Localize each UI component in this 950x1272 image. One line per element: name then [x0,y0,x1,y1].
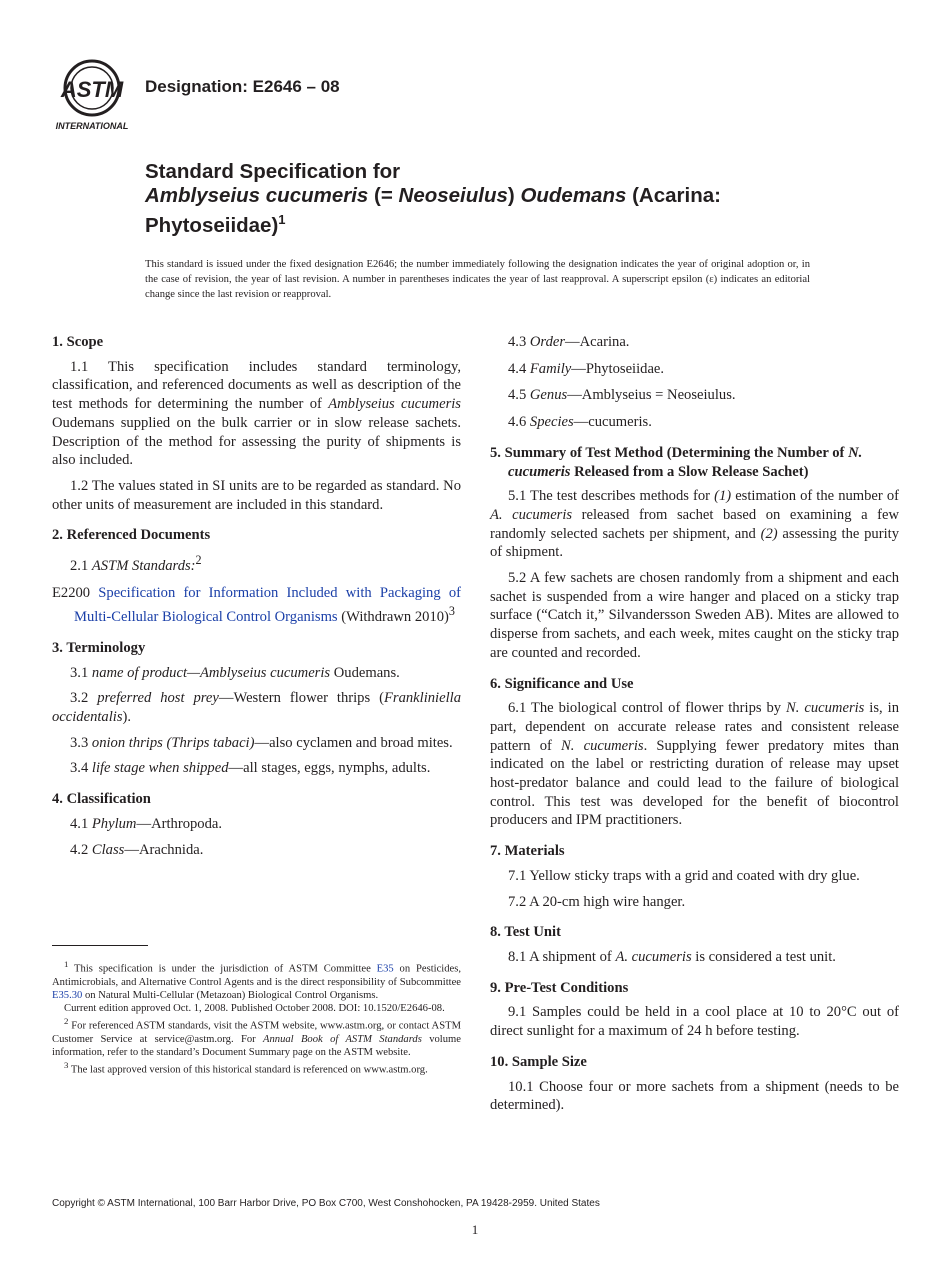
paragraph-1-1: 1.1 This specification includes standard terminology, classification, and referenced documents as well as description of the test methods for determining the number of Amblyseius cucumeris Oudemans supplied on the bulk carrier or in slow release sachets. Description of the method for assessing the purity of shipments is also included. [52,358,461,469]
footnote-divider [52,945,148,946]
designation: Designation: E2646 – 08 [145,77,340,96]
footnote-link-e35[interactable]: E35 [376,963,394,975]
logo-text-bottom: INTERNATIONAL [55,121,129,131]
title-paren-open: (= [368,184,399,207]
title-author: Oudemans [520,184,627,207]
term-3-4: 3.4 life stage when shipped—all stages, eggs, nymphs, adults. [70,760,431,777]
title-line2 [145,184,845,238]
footnote-1-edition: Current edition approved Oct. 1, 2008. Published October 2008. DOI: 10.1520/E2646-08. [64,1003,445,1015]
title-genus: Amblyseius cucumeris [145,184,369,207]
classification-item: 4.2 Class—Arachnida. [70,842,204,859]
title-line1: Standard Specification for [145,160,401,183]
paragraph-2-1: 2.1 ASTM Standards:$^2$ [70,553,202,574]
title-footnote-ref: 1 [278,212,286,227]
copyright-footer: Copyright © ASTM International, 100 Barr Harbor Drive, PO Box C700, West Conshohocken, PA 19428-2959. United States [52,1198,600,1209]
reference-link-e2200[interactable]: Specification for Information Included with Packaging of Multi-Cellular Biological Control Organisms [74,584,461,626]
term-3-2: 3.2 preferred host prey—Western flower thrips (Frankliniella occidentalis). [52,690,461,725]
footnote-link-e35-30[interactable]: E35.30 [52,989,83,1001]
paragraph-6-1: 6.1 The biological control of flower thrips by N. cucumeris is, in part, dependent on accurate release rates and consistent release pattern of N. cucumeris. Supplying fewer predatory mites than indicated on the label or restricting duration of release may upset host-predator balance and could lead to the failure of biological control. This test was developed for the benefit of biocontrol producers and IPM practitioners. [490,700,899,829]
paragraph-1-2: 1.2 The values stated in SI units are to be regarded as standard. No other units of measurement are included in this standard. [52,477,461,513]
classification-item: 4.1 Phylum—Arthropoda. [70,815,223,832]
section-heading-terminology: 3. Terminology [52,639,146,656]
footnote-3: $^3$ The last approved version of this historical standard is referenced on www.astm.org. [64,1060,428,1077]
paragraph-9-1: 9.1 Samples could be held in a cool place at 10 to 20°C out of direct sunlight for a maximum of 24 h before testing. [490,1004,899,1040]
page-number: 1 [471,1222,479,1237]
astm-logo [52,58,136,132]
right-column [490,333,899,1122]
paragraph-7-2: 7.2 A 20-cm high wire hanger. [508,893,686,910]
section-heading-test-unit: 8. Test Unit [490,924,561,941]
classification-item: 4.4 Family—Phytoseiidae. [508,360,665,377]
footnote-2: $^2$ For referenced ASTM standards, visit the ASTM website, www.astm.org, or contact ASTM Customer Service at service@astm.org. For Annual Book of ASTM Standards volume information, refer to the standard’s Document Summary page on the ASTM website. [52,1016,461,1059]
classification-item: 4.5 Genus—Amblyseius = Neoseiulus. [508,387,736,404]
term-3-1: 3.1 name of product—Amblyseius cucumeris Oudemans. [70,664,400,681]
paragraph-10-1: 10.1 Choose four or more sachets from a shipment (needs to be determined). [490,1078,899,1114]
astm-logo-graphic [52,58,136,132]
section-heading-significance: 6. Significance and Use [490,675,634,692]
paragraph-5-1: 5.1 The test describes methods for (1) estimation of the number of A. cucumeris released from sachet based on examining a few randomly selected sachets per shipment, and (2) assessing the purity of shipment. [490,488,899,561]
title-tail: (Acarina: Phytoseiidae) [145,184,721,237]
footnotes [52,958,461,1077]
title-paren-close: ) [507,184,521,207]
paragraph-5-2: 5.2 A few sachets are chosen randomly from a shipment and each sachet is suspended from a wire hanger and placed on a sticky trap surface (“Catch it,” Silvandersson Sweden AB). Mites are allowed to disperse from sachets, and each week, mites caught on the sticky trap are counted and recorded. [490,570,899,661]
classification-item: 4.6 Species—cucumeris. [508,414,652,431]
section-heading-sample-size: 10. Sample Size [490,1053,587,1070]
paragraph-7-1: 7.1 Yellow sticky traps with a grid and coated with dry glue. [508,867,860,884]
term-3-3: 3.3 onion thrips (Thrips tabaci)—also cyclamen and broad mites. [70,734,453,751]
section-heading-scope: 1. Scope [52,334,104,350]
title-synonym: Neoseiulus [398,184,508,207]
section-heading-materials: 7. Materials [490,843,565,860]
paragraph-8-1: 8.1 A shipment of A. cucumeris is considered a test unit. [508,948,836,965]
section-heading-classification: 4. Classification [52,791,151,808]
footnote-1: $^1$ This specification is under the jurisdiction of ASTM Committee E35 on Pesticides, Antimicrobials, and Alternative Control Agents and is the direct responsibility of Subcommittee E35.30 on Natural Multi-Cellular (Metazoan) Biological Control Organisms. [52,959,461,1001]
classification-item: 4.3 Order—Acarina. [508,334,630,350]
section-heading-referenced-documents: 2. Referenced Documents [52,527,211,544]
section-heading-pretest: 9. Pre-Test Conditions [490,979,629,996]
left-column [52,333,461,868]
section-heading-summary: 5. Summary of Test Method (Determining the Number of N. cucumeris Released from a Slow Release Sachet) [490,444,863,480]
issuance-notice: This standard is issued under the fixed designation E2646; the number immediately following the designation indicates the year of original adoption or, in the case of revision, the year of last revision. A number in parentheses indicates the year of last reapproval. A superscript epsilon (ε) indicates an editorial change since the last revision or reapproval. [145,259,810,300]
logo-text-top: ASTM [60,77,124,102]
document-title [145,160,845,238]
reference-e2200: E2200 Specification for Information Included with Packaging of Multi-Cellular Biological Control Organisms (Withdrawn 2010)$^3$ [52,584,461,626]
